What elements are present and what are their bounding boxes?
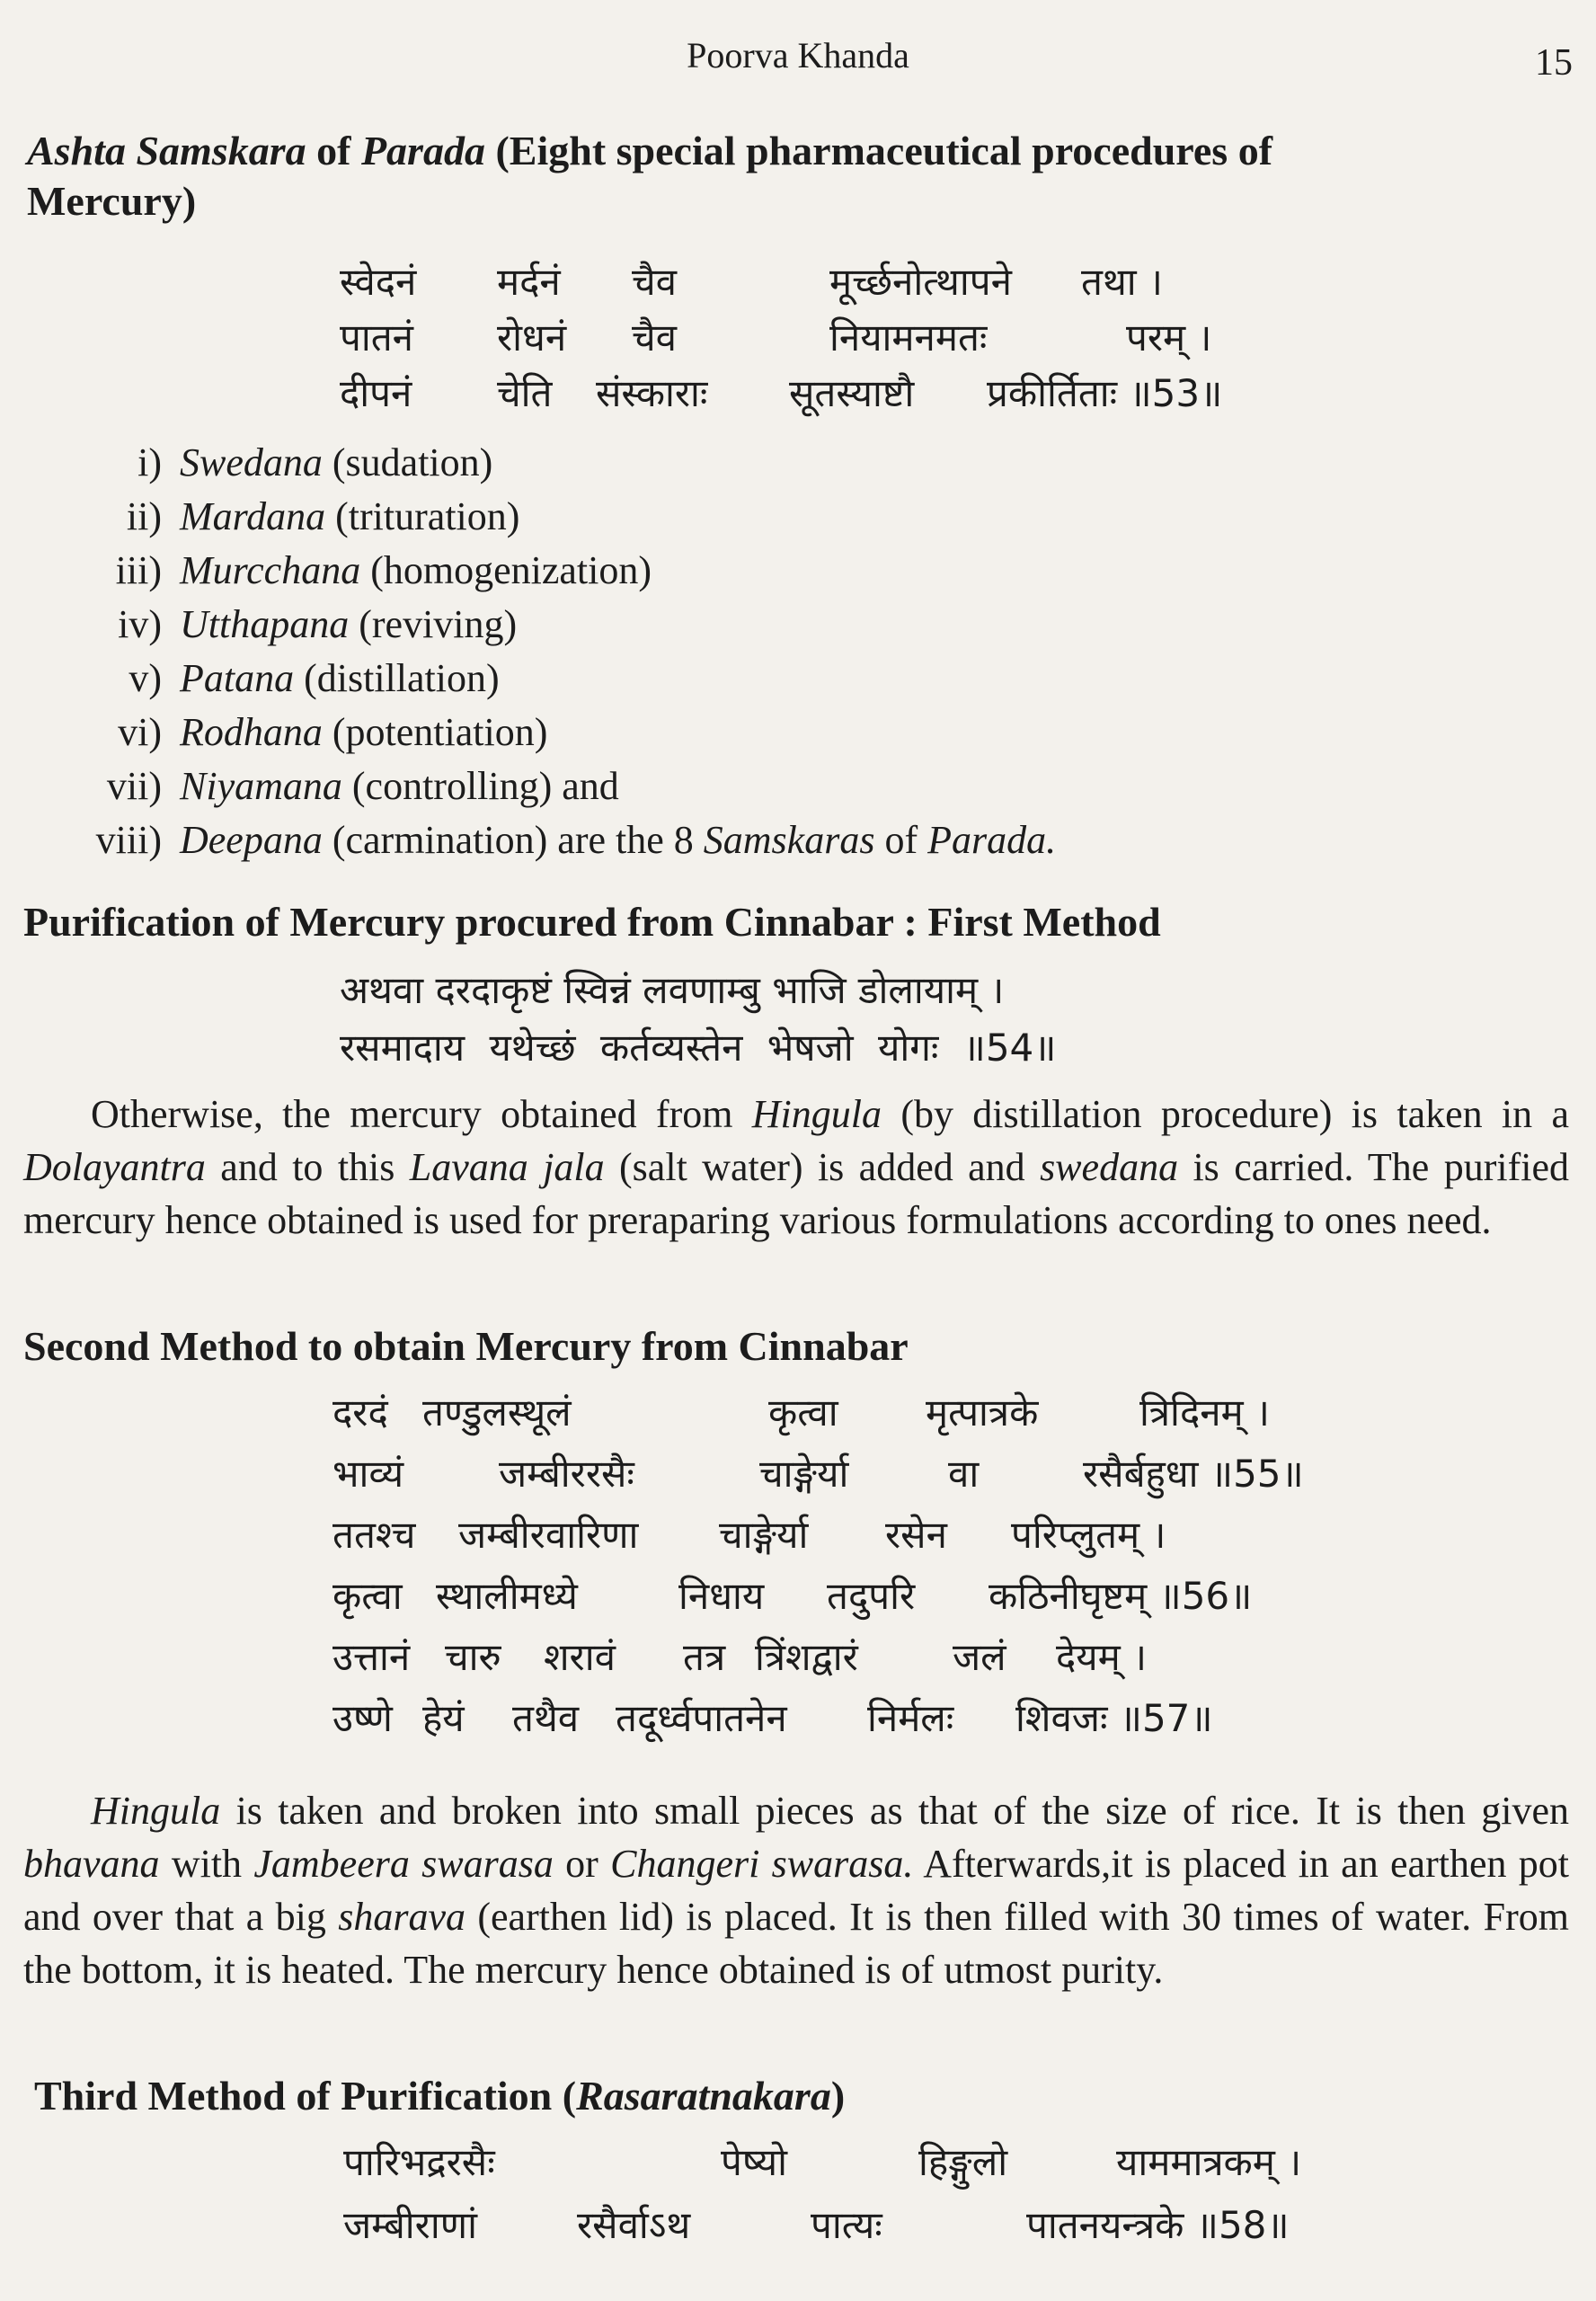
list-term: Samskaras [703,818,875,862]
list-numeral: vi) [118,710,162,754]
verse-word: तण्डुलस्थूलं [422,1390,572,1435]
list-item [54,706,1056,760]
verse-53 [340,255,1222,422]
verse-word: प्रकीर्तिताः ॥53॥ [987,371,1223,415]
section-heading-third-method [34,2071,845,2121]
verse-line [332,1692,1304,1753]
verse-word: कृत्वा [768,1390,838,1435]
para-term: sharava [338,1895,466,1939]
list-item [54,544,1056,598]
verse-word: चाङ्गेर्या [719,1513,809,1557]
verse-word: वा [948,1452,980,1496]
list-item [54,436,1056,490]
verse-word: पारिभद्ररसैः [343,2140,495,2184]
heading-text: ) [830,2073,846,2119]
verse-line [332,1386,1304,1447]
list-numeral: viii) [95,818,162,862]
verse-word: संस्काराः [596,371,708,415]
paragraph-first-method [23,1088,1569,1247]
verse-word: हेयं [422,1696,465,1740]
verse-word: जम्बीररसैः [499,1452,634,1496]
list-term: Patana [180,656,295,700]
list-numeral: vii) [106,764,162,808]
list-desc: (reviving) [349,602,518,646]
verse-word: रसैर्वाऽथ [577,2203,691,2247]
verse-word: दीपनं [340,371,412,415]
verse-word: पातनं [340,315,413,360]
heading-term: Ashta Samskara [27,128,306,173]
verse-word: चेति [497,371,553,415]
list-item [54,813,1056,867]
list-term: Niyamana [180,764,342,808]
verse-word: तथैव [512,1696,580,1740]
verse-word: चैव [632,260,678,304]
heading-text: of [306,128,361,173]
para-text: or [553,1842,611,1886]
verse-word: दरदं [332,1390,388,1435]
verse-word: चाङ्गेर्या [759,1452,849,1496]
verse-word: त्रिदिनम् । [1139,1390,1270,1435]
list-term: Murcchana [180,548,361,592]
verse-word: शरावं [544,1635,616,1679]
verse-word: मूर्च्छनोत्थापने [829,260,1012,304]
para-term: Jambeera swarasa [253,1842,554,1886]
verse-word: नियामनमतः [829,315,988,360]
verse-word: रोधनं [497,315,567,360]
verse-word: कठिनीघृष्टम् ॥56॥ [989,1574,1253,1618]
list-term: Parada. [927,818,1057,862]
list-item [54,652,1056,706]
verse-line [332,1569,1304,1630]
verse-word: पातनयन्त्रके ॥58॥ [1026,2203,1290,2247]
para-term: Lavana jala [409,1145,605,1189]
verse-word: तदूर्ध्वपातनेन [616,1696,787,1740]
list-desc: (controlling) and [341,764,619,808]
verse-word: उष्णे [332,1696,393,1740]
verse-word: स्थालीमध्ये [436,1574,578,1618]
verse-word: कृत्वा [332,1574,403,1618]
list-item [54,760,1056,813]
verse-word: जम्बीरवारिणा [458,1513,639,1557]
verse-word: तदुपरि [827,1574,916,1618]
section-heading-first-method: Purification of Mercury procured from Cinnabar : First Method [23,899,1161,945]
verse-55-57 [332,1386,1304,1753]
page-number: 15 [1535,42,1573,84]
verse-word: रसैर्बहुधा ॥55॥ [1083,1452,1304,1496]
para-term: Hingula [91,1789,221,1833]
list-numeral: iv) [118,602,162,646]
verse-word: हिङ्गुलो [918,2140,1008,2184]
para-text: Afterwards,it is placed in an earthen pot and over that a big [23,1842,1570,1939]
para-term: Changeri swarasa. [610,1842,914,1886]
list-desc: (distillation) [294,656,500,700]
verse-word: उत्तानं [332,1635,411,1679]
verse-word: परिप्लुतम् । [1011,1513,1166,1557]
verse-word: सूतस्याष्टौ [789,371,915,415]
list-numeral: i) [137,440,162,484]
list-desc: (homogenization) [360,548,652,592]
para-text: is carried. The purified mercury hence obtained is used for preraparing various formulations according to ones need. [23,1145,1569,1242]
list-numeral: v) [129,656,162,700]
para-text: Otherwise, the mercury obtained from [91,1092,752,1136]
list-term: Utthapana [180,602,350,646]
verse-word: जम्बीराणां [343,2203,477,2247]
verse-word: पात्यः [811,2203,882,2247]
para-text: and to this [205,1145,410,1189]
para-text: (by distillation procedure) is taken in a [882,1092,1570,1136]
verse-word: पेष्यो [721,2140,788,2184]
verse-line [343,2136,1301,2199]
verse-word: निधाय [678,1574,765,1618]
list-desc: of [874,818,928,862]
paragraph-second-method [23,1784,1569,1996]
heading-text: (Eight special pharmaceutical procedures of [484,128,1273,173]
verse-line: अथवा दरदाकृष्टं स्विन्नं लवणाम्बु भाजि डोलायाम् । [340,968,1005,1012]
list-item [54,598,1056,652]
verse-word: चैव [632,315,678,360]
verse-word: रसेन [885,1513,947,1557]
verse-word: मर्दनं [497,260,561,304]
verse-54 [340,962,1056,1077]
verse-word: निर्मलः [867,1696,954,1740]
heading-text: Third Method of Purification ( [34,2073,577,2119]
heading-term: Parada [360,128,485,173]
list-desc: (carmination) are the 8 [322,818,704,862]
list-numeral: iii) [115,548,162,592]
list-desc: (trituration) [325,494,520,538]
samskara-list [54,436,1056,867]
section-heading-ashta-samskara [27,126,1573,227]
verse-line [340,311,1222,367]
verse-line [332,1630,1304,1692]
para-text: is taken and broken into small pieces as that of the size of rice. It is then given [220,1789,1569,1833]
verse-word: मृत्पात्रके [926,1390,1039,1435]
heading-text: Mercury) [27,178,197,224]
verse-word: तथा । [1081,260,1163,304]
verse-word: त्रिंशद्वारं [755,1635,858,1679]
verse-word: देयम् । [1056,1635,1148,1679]
section-heading-second-method: Second Method to obtain Mercury from Cinnabar [23,1323,909,1369]
verse-line [332,1447,1304,1508]
list-term: Swedana [180,440,323,484]
verse-line [340,255,1222,311]
verse-word: परम् । [1126,315,1212,360]
list-term: Deepana [180,818,323,862]
verse-word: जलं [953,1635,1006,1679]
list-item [54,490,1056,544]
verse-word: शिवजः ॥57॥ [1015,1696,1213,1740]
list-numeral: ii) [126,494,162,538]
para-term: Dolayantra [23,1145,206,1189]
list-desc: (sudation) [322,440,493,484]
verse-word: भाव्यं [332,1452,404,1496]
running-header: Poorva Khanda [687,35,909,76]
verse-line: रसमादाय यथेच्छं कर्तव्यस्तेन भेषजो योगः ॥54॥ [340,1026,1057,1070]
verse-word: स्वेदनं [340,260,417,304]
verse-word: याममात्रकम् । [1116,2140,1302,2184]
verse-word: तत्र [683,1635,726,1679]
verse-line [343,2199,1301,2261]
verse-line [332,1508,1304,1569]
list-desc: (potentiation) [322,710,548,754]
para-term: bhavana [23,1842,160,1886]
list-term: Mardana [180,494,326,538]
verse-word: चारु [445,1635,501,1679]
heading-term: Rasaratnakara [576,2073,831,2119]
para-text: (earthen lid) is placed. It is then filled with 30 times of water. From the bottom, it is heated. The mercury hence obtained is of utmost purity. [23,1895,1569,1992]
verse-58 [343,2136,1301,2261]
list-term: Rodhana [180,710,323,754]
para-term: Hingula [751,1092,882,1136]
verse-word: ततश्च [332,1513,416,1557]
para-term: swedana [1040,1145,1179,1189]
verse-line [340,367,1222,422]
para-text: (salt water) is added and [604,1145,1041,1189]
para-text: with [159,1842,254,1886]
